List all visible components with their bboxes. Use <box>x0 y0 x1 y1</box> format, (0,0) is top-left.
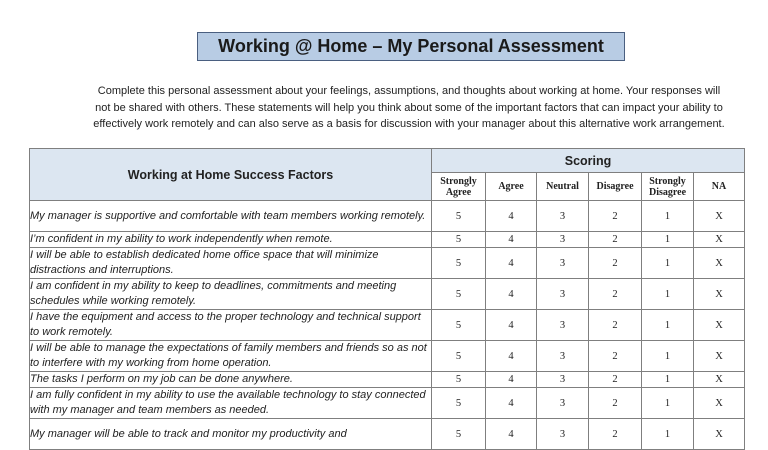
score-na[interactable]: X <box>694 310 745 341</box>
score-na[interactable]: X <box>694 279 745 310</box>
score-agree[interactable]: 4 <box>486 341 537 372</box>
score-neutral[interactable]: 3 <box>537 341 589 372</box>
table-row <box>30 279 745 310</box>
score-disagree[interactable]: 2 <box>589 232 642 248</box>
page-title: Working @ Home – My Personal Assessment <box>197 32 625 61</box>
score-disagree[interactable]: 2 <box>589 388 642 419</box>
success-factor-statement: I have the equipment and access to the proper technology and technical support to work remotely. <box>30 310 432 341</box>
success-factor-statement: My manager will be able to track and monitor my productivity and <box>30 419 432 450</box>
table-row <box>30 232 745 248</box>
col-strongly-disagree: Strongly Disagree <box>642 173 694 201</box>
score-neutral[interactable]: 3 <box>537 388 589 419</box>
score-neutral[interactable]: 3 <box>537 372 589 388</box>
score-disagree[interactable]: 2 <box>589 201 642 232</box>
score-disagree[interactable]: 2 <box>589 419 642 450</box>
score-strongly-agree[interactable]: 5 <box>432 388 486 419</box>
success-factor-statement: My manager is supportive and comfortable with team members working remotely. <box>30 201 432 232</box>
col-strongly-agree: Strongly Agree <box>432 173 486 201</box>
table-row <box>30 388 745 419</box>
factors-header: Working at Home Success Factors <box>30 149 432 201</box>
score-strongly-agree[interactable]: 5 <box>432 232 486 248</box>
score-strongly-disagree[interactable]: 1 <box>642 341 694 372</box>
table-row <box>30 248 745 279</box>
score-strongly-disagree[interactable]: 1 <box>642 201 694 232</box>
success-factor-statement: I will be able to manage the expectations of family members and friends so as not to interfere with my working from home operation. <box>30 341 432 372</box>
score-strongly-disagree[interactable]: 1 <box>642 388 694 419</box>
score-disagree[interactable]: 2 <box>589 279 642 310</box>
score-strongly-agree[interactable]: 5 <box>432 310 486 341</box>
score-na[interactable]: X <box>694 388 745 419</box>
success-factor-statement: I will be able to establish dedicated home office space that will minimize distractions and interruptions. <box>30 248 432 279</box>
score-strongly-disagree[interactable]: 1 <box>642 372 694 388</box>
assessment-table <box>29 148 745 450</box>
success-factor-statement: The tasks I perform on my job can be done anywhere. <box>30 372 432 388</box>
score-strongly-disagree[interactable]: 1 <box>642 232 694 248</box>
score-agree[interactable]: 4 <box>486 232 537 248</box>
table-row <box>30 419 745 450</box>
score-strongly-disagree[interactable]: 1 <box>642 279 694 310</box>
score-neutral[interactable]: 3 <box>537 419 589 450</box>
score-neutral[interactable]: 3 <box>537 248 589 279</box>
score-disagree[interactable]: 2 <box>589 341 642 372</box>
success-factor-statement: I am fully confident in my ability to use the available technology to stay connected with my manager and team members as needed. <box>30 388 432 419</box>
score-strongly-agree[interactable]: 5 <box>432 248 486 279</box>
score-strongly-agree[interactable]: 5 <box>432 279 486 310</box>
score-neutral[interactable]: 3 <box>537 310 589 341</box>
score-strongly-agree[interactable]: 5 <box>432 372 486 388</box>
score-neutral[interactable]: 3 <box>537 232 589 248</box>
score-strongly-agree[interactable]: 5 <box>432 419 486 450</box>
success-factor-statement: I am confident in my ability to keep to deadlines, commitments and meeting schedules while working remotely. <box>30 279 432 310</box>
score-disagree[interactable]: 2 <box>589 372 642 388</box>
score-na[interactable]: X <box>694 201 745 232</box>
score-neutral[interactable]: 3 <box>537 201 589 232</box>
score-strongly-disagree[interactable]: 1 <box>642 310 694 341</box>
score-strongly-disagree[interactable]: 1 <box>642 419 694 450</box>
score-agree[interactable]: 4 <box>486 201 537 232</box>
score-disagree[interactable]: 2 <box>589 310 642 341</box>
score-strongly-agree[interactable]: 5 <box>432 201 486 232</box>
score-na[interactable]: X <box>694 372 745 388</box>
score-strongly-agree[interactable]: 5 <box>432 341 486 372</box>
score-na[interactable]: X <box>694 341 745 372</box>
table-row <box>30 372 745 388</box>
intro-paragraph: Complete this personal assessment about your feelings, assumptions, and thoughts about working at home. Your responses will not be shared with others. These statements will help you think about some of the important factors that can impact your ability to effectively work remotely and can also serve as a basis for discussion with your manager about this alternative work arrangement. <box>93 85 725 130</box>
score-agree[interactable]: 4 <box>486 248 537 279</box>
col-na: NA <box>694 173 745 201</box>
col-agree: Agree <box>486 173 537 201</box>
score-disagree[interactable]: 2 <box>589 248 642 279</box>
table-row <box>30 341 745 372</box>
score-agree[interactable]: 4 <box>486 310 537 341</box>
table-row <box>30 201 745 232</box>
scoring-header: Scoring <box>432 149 745 173</box>
success-factor-statement: I’m confident in my ability to work independently when remote. <box>30 232 432 248</box>
score-agree[interactable]: 4 <box>486 279 537 310</box>
score-na[interactable]: X <box>694 419 745 450</box>
score-neutral[interactable]: 3 <box>537 279 589 310</box>
col-disagree: Disagree <box>589 173 642 201</box>
col-neutral: Neutral <box>537 173 589 201</box>
table-row <box>30 310 745 341</box>
score-agree[interactable]: 4 <box>486 419 537 450</box>
score-na[interactable]: X <box>694 248 745 279</box>
score-strongly-disagree[interactable]: 1 <box>642 248 694 279</box>
score-agree[interactable]: 4 <box>486 372 537 388</box>
score-na[interactable]: X <box>694 232 745 248</box>
score-agree[interactable]: 4 <box>486 388 537 419</box>
